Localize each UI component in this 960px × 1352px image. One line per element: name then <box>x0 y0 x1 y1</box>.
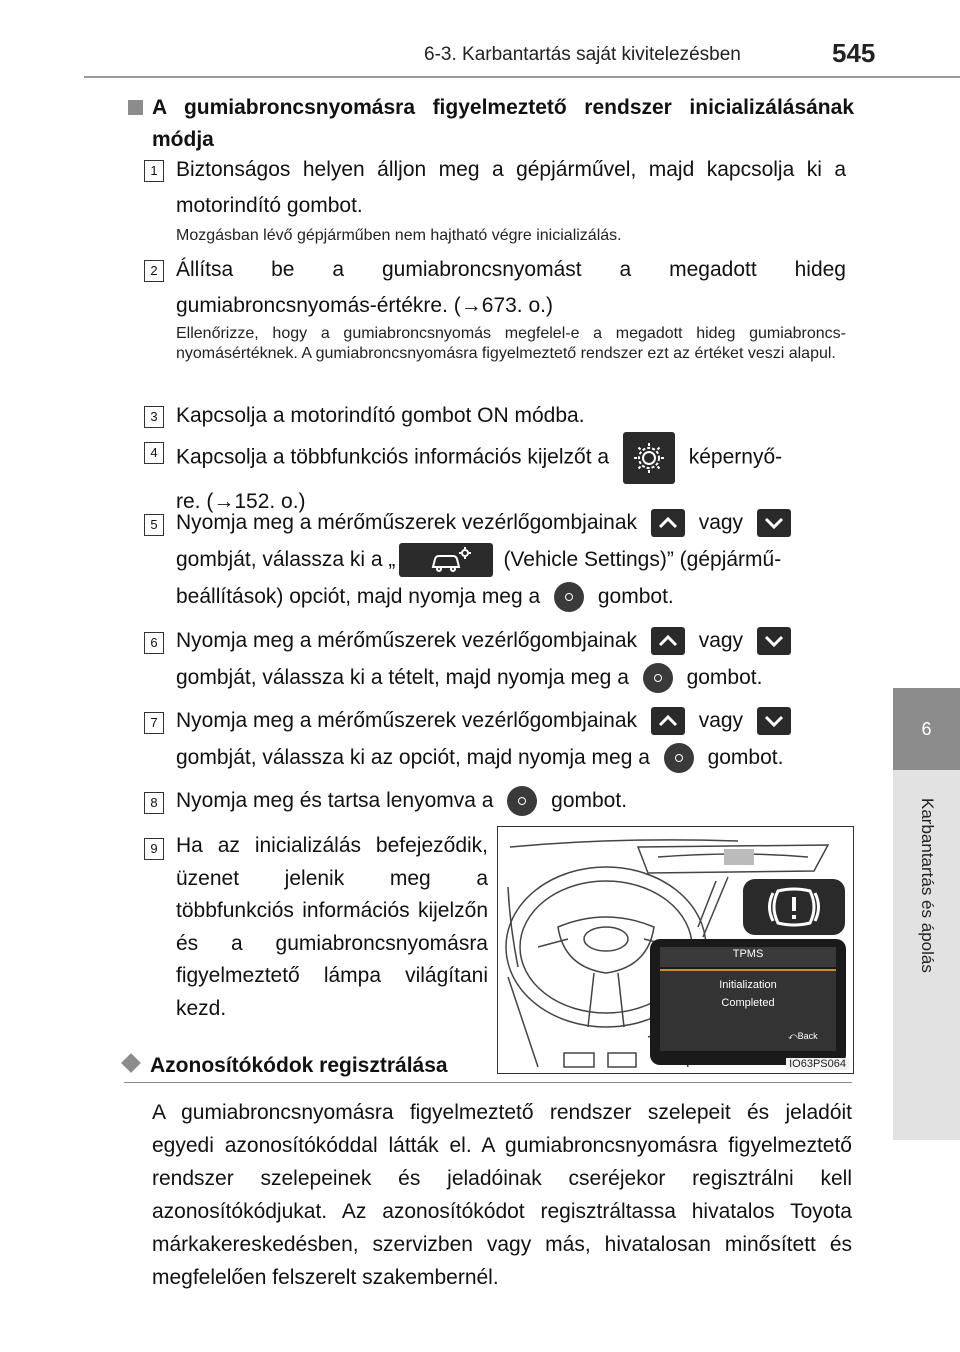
chapter-tab-number: 6 <box>893 688 960 770</box>
step-7-vagy: vagy <box>698 709 744 732</box>
tpms-back-label <box>788 1031 818 1042</box>
step-8-text-e: gombot. <box>551 789 628 812</box>
header-rule <box>84 76 960 78</box>
step-9-text: Ha az inicializálás befejeződik, üzenet jelenik meg a többfunkciós információs kijelzőn és a gumiabroncsnyomásra figyelmeztető lámpa világítani kezd. <box>176 834 488 1020</box>
step-7-text-e: gombot. <box>707 746 784 769</box>
step-number-9: 9 <box>144 838 164 860</box>
step-number-3: 3 <box>144 406 164 428</box>
step-5-text-b: gombját, válassza ki a „ <box>176 548 396 571</box>
step-5-text <box>176 504 846 615</box>
ok-button-icon <box>507 786 537 816</box>
step-6-text-a: Nyomja meg a mérőműszerek vezérlőgombjainak <box>176 629 638 652</box>
tpms-screen-line2: Completed <box>721 997 775 1009</box>
step-number-1: 1 <box>144 160 164 182</box>
body-paragraph: A gumiabroncsnyomásra figyelmeztető rendszer szelepeit és jeladóit egyedi azonosítókóddal látták el. A gumiabroncsnyomásra figyelmeztető rendszer szelepeinek és jeladóinak cseréjekor regisztrálni kell azonosítókódjukat. Az azonosítókódot regisztráltassa hivatalos Toyota márkakereskedésben, szervizben vagy más, hivatalosan minősített és megfelelően felszerelt szakembernél. <box>152 1101 852 1289</box>
subsection-rule <box>124 1082 852 1083</box>
subsection-title <box>124 1054 448 1078</box>
step-7-text-b: gombját, válassza ki az opciót, majd nyomja meg a <box>176 746 650 769</box>
step-4-text-a: Kapcsolja a többfunkciós információs kijelzőt a <box>176 445 610 469</box>
chevron-up-icon <box>651 627 685 655</box>
settings-gear-button-icon <box>623 432 675 484</box>
step-5-text-a: Nyomja meg a mérőműszerek vezérlőgombjainak <box>176 511 638 534</box>
step-7-text-a: Nyomja meg a mérőműszerek vezérlőgombjainak <box>176 709 638 732</box>
vehicle-settings-icon <box>399 543 493 577</box>
step-8-text-a: Nyomja meg és tartsa lenyomva a <box>176 789 494 812</box>
section-title-text: A gumiabroncsnyomásra figyelmeztető rendszer inicializálásának módja <box>152 96 854 151</box>
chevron-down-icon <box>757 509 791 537</box>
ok-button-icon <box>643 663 673 693</box>
step-7-text <box>176 702 846 776</box>
chevron-up-icon <box>651 509 685 537</box>
step-number-8: 8 <box>144 792 164 814</box>
step-number-2: 2 <box>144 260 164 282</box>
chapter-tab <box>893 770 960 1140</box>
step-8-text <box>176 782 846 819</box>
tpms-back-text: Back <box>797 1031 818 1041</box>
step-4-text <box>176 432 846 513</box>
step-4-text-c: re. (→152. o.) <box>176 490 306 513</box>
dashboard-illustration <box>497 826 854 1074</box>
chevron-down-icon <box>757 627 791 655</box>
square-bullet-icon <box>128 100 143 115</box>
step-5-text-e: gombot. <box>597 585 674 608</box>
step-1-note: Mozgásban lévő gépjárműben nem hajtható végre inicializálás. <box>176 227 622 244</box>
ok-button-icon <box>554 582 584 612</box>
diamond-bullet-icon <box>121 1053 141 1073</box>
step-5-text-d: beállítások) opciót, majd nyomja meg a <box>176 585 541 608</box>
step-3-text: Kapcsolja a motorindító gombot ON módba. <box>176 404 585 427</box>
step-number-6: 6 <box>144 632 164 654</box>
step-6-text <box>176 622 846 696</box>
subsection-title-text: Azonosítókódok regisztrálása <box>150 1054 448 1077</box>
step-number-7: 7 <box>144 712 164 734</box>
chapter-tab-label: Karbantartás és ápolás <box>918 798 937 973</box>
chevron-down-icon <box>757 707 791 735</box>
tpms-screen-title: TPMS <box>732 948 764 960</box>
step-6-text-e: gombot. <box>686 666 763 689</box>
header-section: 6-3. Karbantartás saját kivitelezésben <box>424 44 741 65</box>
step-6-text-b: gombját, válassza ki a tételt, majd nyomja meg a <box>176 666 629 689</box>
back-arrow-icon: ⤺ <box>788 1031 798 1041</box>
step-number-5: 5 <box>144 514 164 536</box>
illustration-code: IO63PS064 <box>786 1058 849 1070</box>
tpms-screen-line1: Initialization <box>719 979 777 991</box>
step-5-vagy: vagy <box>698 511 744 534</box>
step-6-vagy: vagy <box>698 629 744 652</box>
step-2-text: Állítsa be a gumiabroncsnyomást a megadott hideg gumiabroncsnyomás-értékre. (→673. o.) <box>176 258 846 317</box>
ok-button-icon <box>664 743 694 773</box>
step-5-text-c: (Vehicle Settings)” (gépjármű- <box>503 548 782 571</box>
step-2-note: Ellenőrizze, hogy a gumiabroncsnyomás megfelel-e a megadott hideg gumiabroncs-nyomásértéknek. A gumiabroncsnyomásra figyelmeztető rendszer ezt az értéket veszi alapul. <box>176 325 846 362</box>
step-4-text-b: képernyő- <box>688 445 783 469</box>
page-number: 545 <box>832 38 876 68</box>
chevron-up-icon <box>651 707 685 735</box>
section-title <box>124 92 854 156</box>
step-number-4: 4 <box>144 442 164 464</box>
step-1-text: Biztonságos helyen álljon meg a gépjárművel, majd kapcsolja ki a motorindító gombot. <box>176 158 846 217</box>
